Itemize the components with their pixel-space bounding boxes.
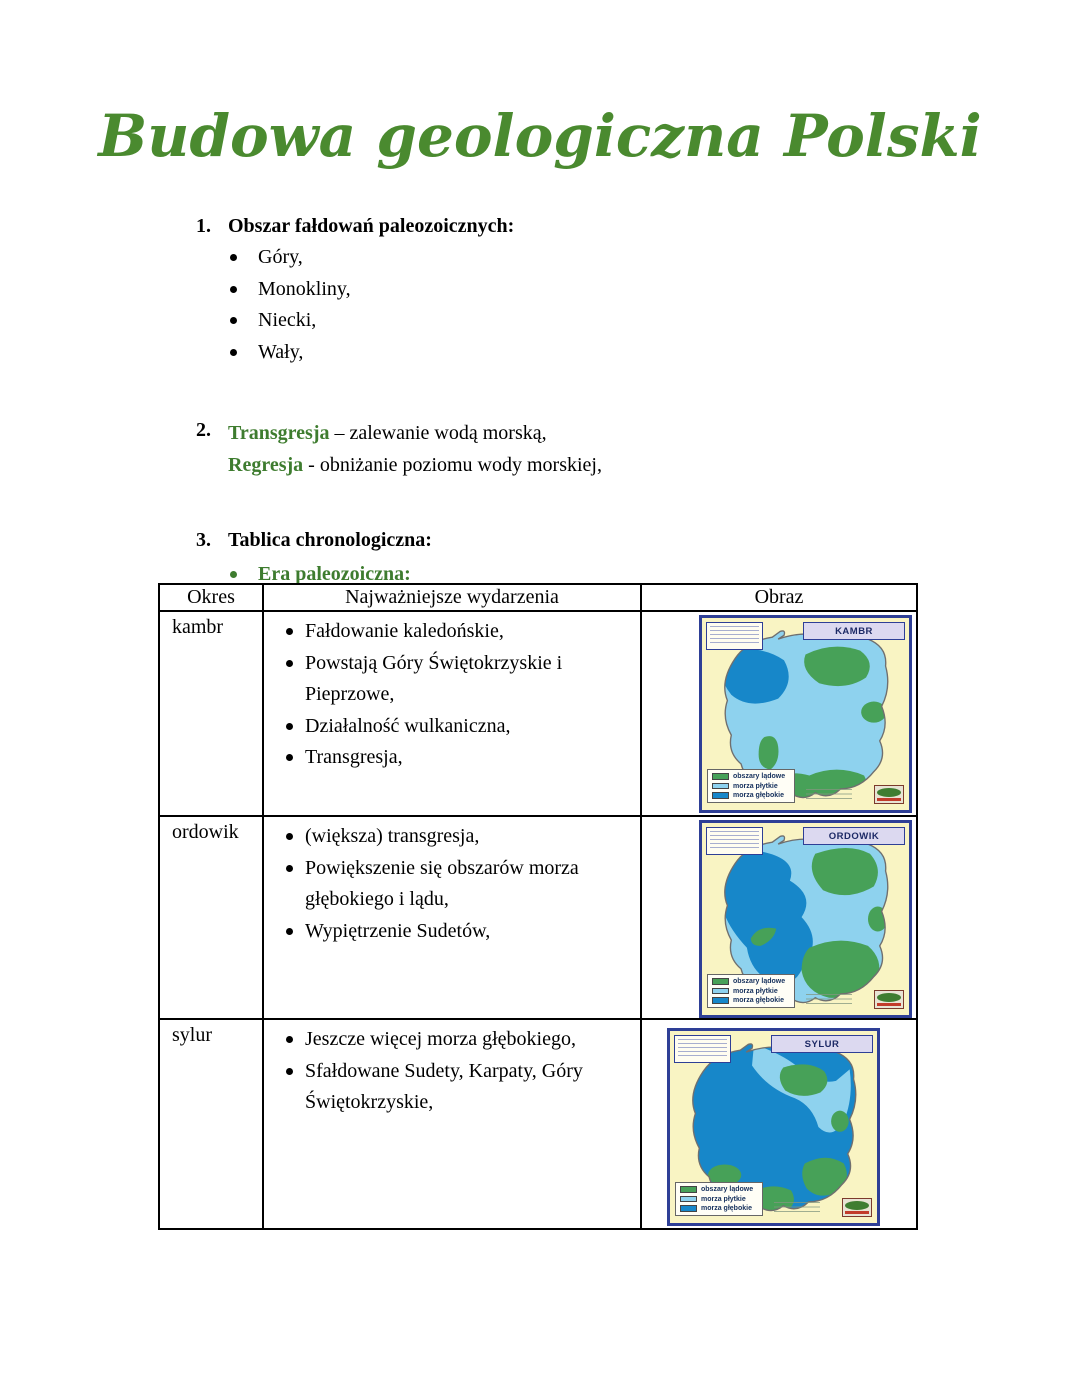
image-cell — [641, 816, 917, 1019]
map-legend — [675, 1182, 763, 1216]
deep-sea-swatch-icon — [712, 997, 729, 1004]
bullet-icon — [230, 571, 237, 578]
events-cell — [263, 1019, 641, 1229]
bullet-icon — [286, 628, 293, 635]
table-row-ordowik — [159, 816, 917, 1019]
bullet-icon — [286, 865, 293, 872]
land-swatch-icon — [712, 978, 729, 985]
term-regresja: Regresja — [228, 453, 304, 476]
list-item — [286, 1024, 606, 1056]
map-info-box — [674, 1035, 731, 1063]
event-text: Powstają Góry Świętokrzyskie i Pieprzowe, — [305, 651, 563, 705]
section-definitions — [196, 418, 602, 481]
table-row-kambr — [159, 611, 917, 816]
event-text: Sfałdowane Sudety, Karpaty, Góry Świętokrzyskie, — [305, 1059, 583, 1113]
bullet-icon — [230, 317, 237, 324]
map-info-box — [706, 622, 763, 650]
shallow-sea-swatch-icon — [712, 783, 729, 790]
bullet-icon — [286, 660, 293, 667]
list-item-text: Niecki, — [258, 309, 317, 331]
section-chronology — [196, 528, 432, 586]
bullet-icon — [230, 349, 237, 356]
section-paleozoic-foldings — [196, 214, 514, 371]
list-item — [196, 308, 514, 340]
shallow-sea-swatch-icon — [712, 988, 729, 995]
land-swatch-icon — [712, 773, 729, 780]
bullet-list — [196, 245, 514, 371]
column-header-okres: Okres — [159, 584, 263, 611]
list-item — [286, 821, 606, 853]
table-header-row — [159, 584, 917, 611]
map-title: SYLUR — [771, 1035, 873, 1053]
event-text: Powiększenie się obszarów morza głębokiego i lądu, — [305, 856, 579, 910]
bullet-icon — [230, 254, 237, 261]
map-info-box — [706, 827, 763, 855]
period-cell: ordowik — [159, 816, 263, 1019]
bullet-icon — [286, 723, 293, 730]
map-caption — [806, 789, 852, 801]
legend-label: obszary lądowe — [701, 1186, 754, 1193]
term-transgresja: Transgresja — [228, 422, 330, 444]
page-title: Budowa geologiczna Polski — [98, 102, 982, 170]
list-item — [286, 616, 606, 648]
event-text: Działalność wulkaniczna, — [305, 714, 511, 737]
list-item — [286, 1056, 606, 1119]
bullet-icon — [286, 754, 293, 761]
map-title: KAMBR — [803, 622, 905, 640]
shallow-sea-swatch-icon — [680, 1196, 697, 1203]
list-item — [196, 340, 514, 372]
legend-label: morza płytkie — [701, 1195, 746, 1203]
bullet-icon — [286, 928, 293, 935]
event-text: (większa) transgresja, — [305, 825, 480, 847]
bullet-icon — [230, 286, 237, 293]
chronology-table — [158, 583, 918, 1230]
map-legend — [707, 974, 795, 1008]
definition-block — [228, 418, 602, 481]
legend-label: morza głębokie — [701, 1205, 752, 1212]
map-caption — [806, 994, 852, 1006]
definition-transgresja — [228, 418, 602, 450]
definition-text: - obniżanie poziomu wody morskiej, — [308, 453, 602, 476]
deep-sea-swatch-icon — [680, 1205, 697, 1212]
item-number: 1. — [196, 215, 211, 237]
legend-label: obszary lądowe — [733, 773, 786, 780]
section-heading: Obszar fałdowań paleozoicznych: — [228, 215, 515, 237]
list-item — [286, 648, 606, 711]
bullet-icon — [286, 833, 293, 840]
list-item — [286, 711, 606, 743]
bullet-icon — [286, 1036, 293, 1043]
events-cell — [263, 816, 641, 1019]
list-item — [196, 245, 514, 277]
list-item-text: Wały, — [258, 340, 304, 363]
publisher-logo-icon — [842, 1198, 872, 1217]
bullet-icon — [286, 1068, 293, 1075]
publisher-logo-icon — [874, 990, 904, 1009]
map-legend — [707, 769, 795, 803]
definition-text: – zalewanie wodą morską, — [334, 422, 547, 444]
legend-label: morza głębokie — [733, 997, 784, 1004]
list-item — [286, 916, 606, 948]
period-cell: sylur — [159, 1019, 263, 1229]
section-heading: Tablica chronologiczna: — [228, 529, 432, 551]
column-header-obraz: Obraz — [641, 584, 917, 611]
list-item — [196, 277, 514, 309]
image-cell — [641, 611, 917, 816]
map-ordowik — [699, 820, 912, 1018]
event-text: Wypiętrzenie Sudetów, — [305, 919, 491, 942]
map-title: ORDOWIK — [803, 827, 905, 845]
legend-label: morza głębokie — [733, 792, 784, 799]
item-number: 2. — [196, 419, 211, 441]
list-item-text: Góry, — [258, 246, 303, 268]
event-text: Jeszcze więcej morza głębokiego, — [305, 1028, 576, 1050]
era-label: Era paleozoiczna: — [258, 563, 411, 585]
legend-label: morza płytkie — [733, 782, 778, 790]
event-text: Fałdowanie kaledońskie, — [305, 620, 504, 642]
definition-regresja — [228, 450, 602, 482]
event-text: Transgresja, — [305, 746, 403, 768]
map-kambr — [699, 615, 912, 813]
legend-label: obszary lądowe — [733, 978, 786, 985]
legend-label: morza płytkie — [733, 987, 778, 995]
list-item — [286, 742, 606, 774]
map-caption — [774, 1202, 820, 1214]
list-item-text: Monokliny, — [258, 277, 351, 300]
events-cell — [263, 611, 641, 816]
item-number: 3. — [196, 529, 211, 551]
image-cell — [641, 1019, 917, 1229]
deep-sea-swatch-icon — [712, 792, 729, 799]
table-row-sylur — [159, 1019, 917, 1229]
land-swatch-icon — [680, 1186, 697, 1193]
list-item — [286, 853, 606, 916]
publisher-logo-icon — [874, 785, 904, 804]
map-sylur — [667, 1028, 880, 1226]
period-cell: kambr — [159, 611, 263, 816]
column-header-wydarzenia: Najważniejsze wydarzenia — [263, 584, 641, 611]
